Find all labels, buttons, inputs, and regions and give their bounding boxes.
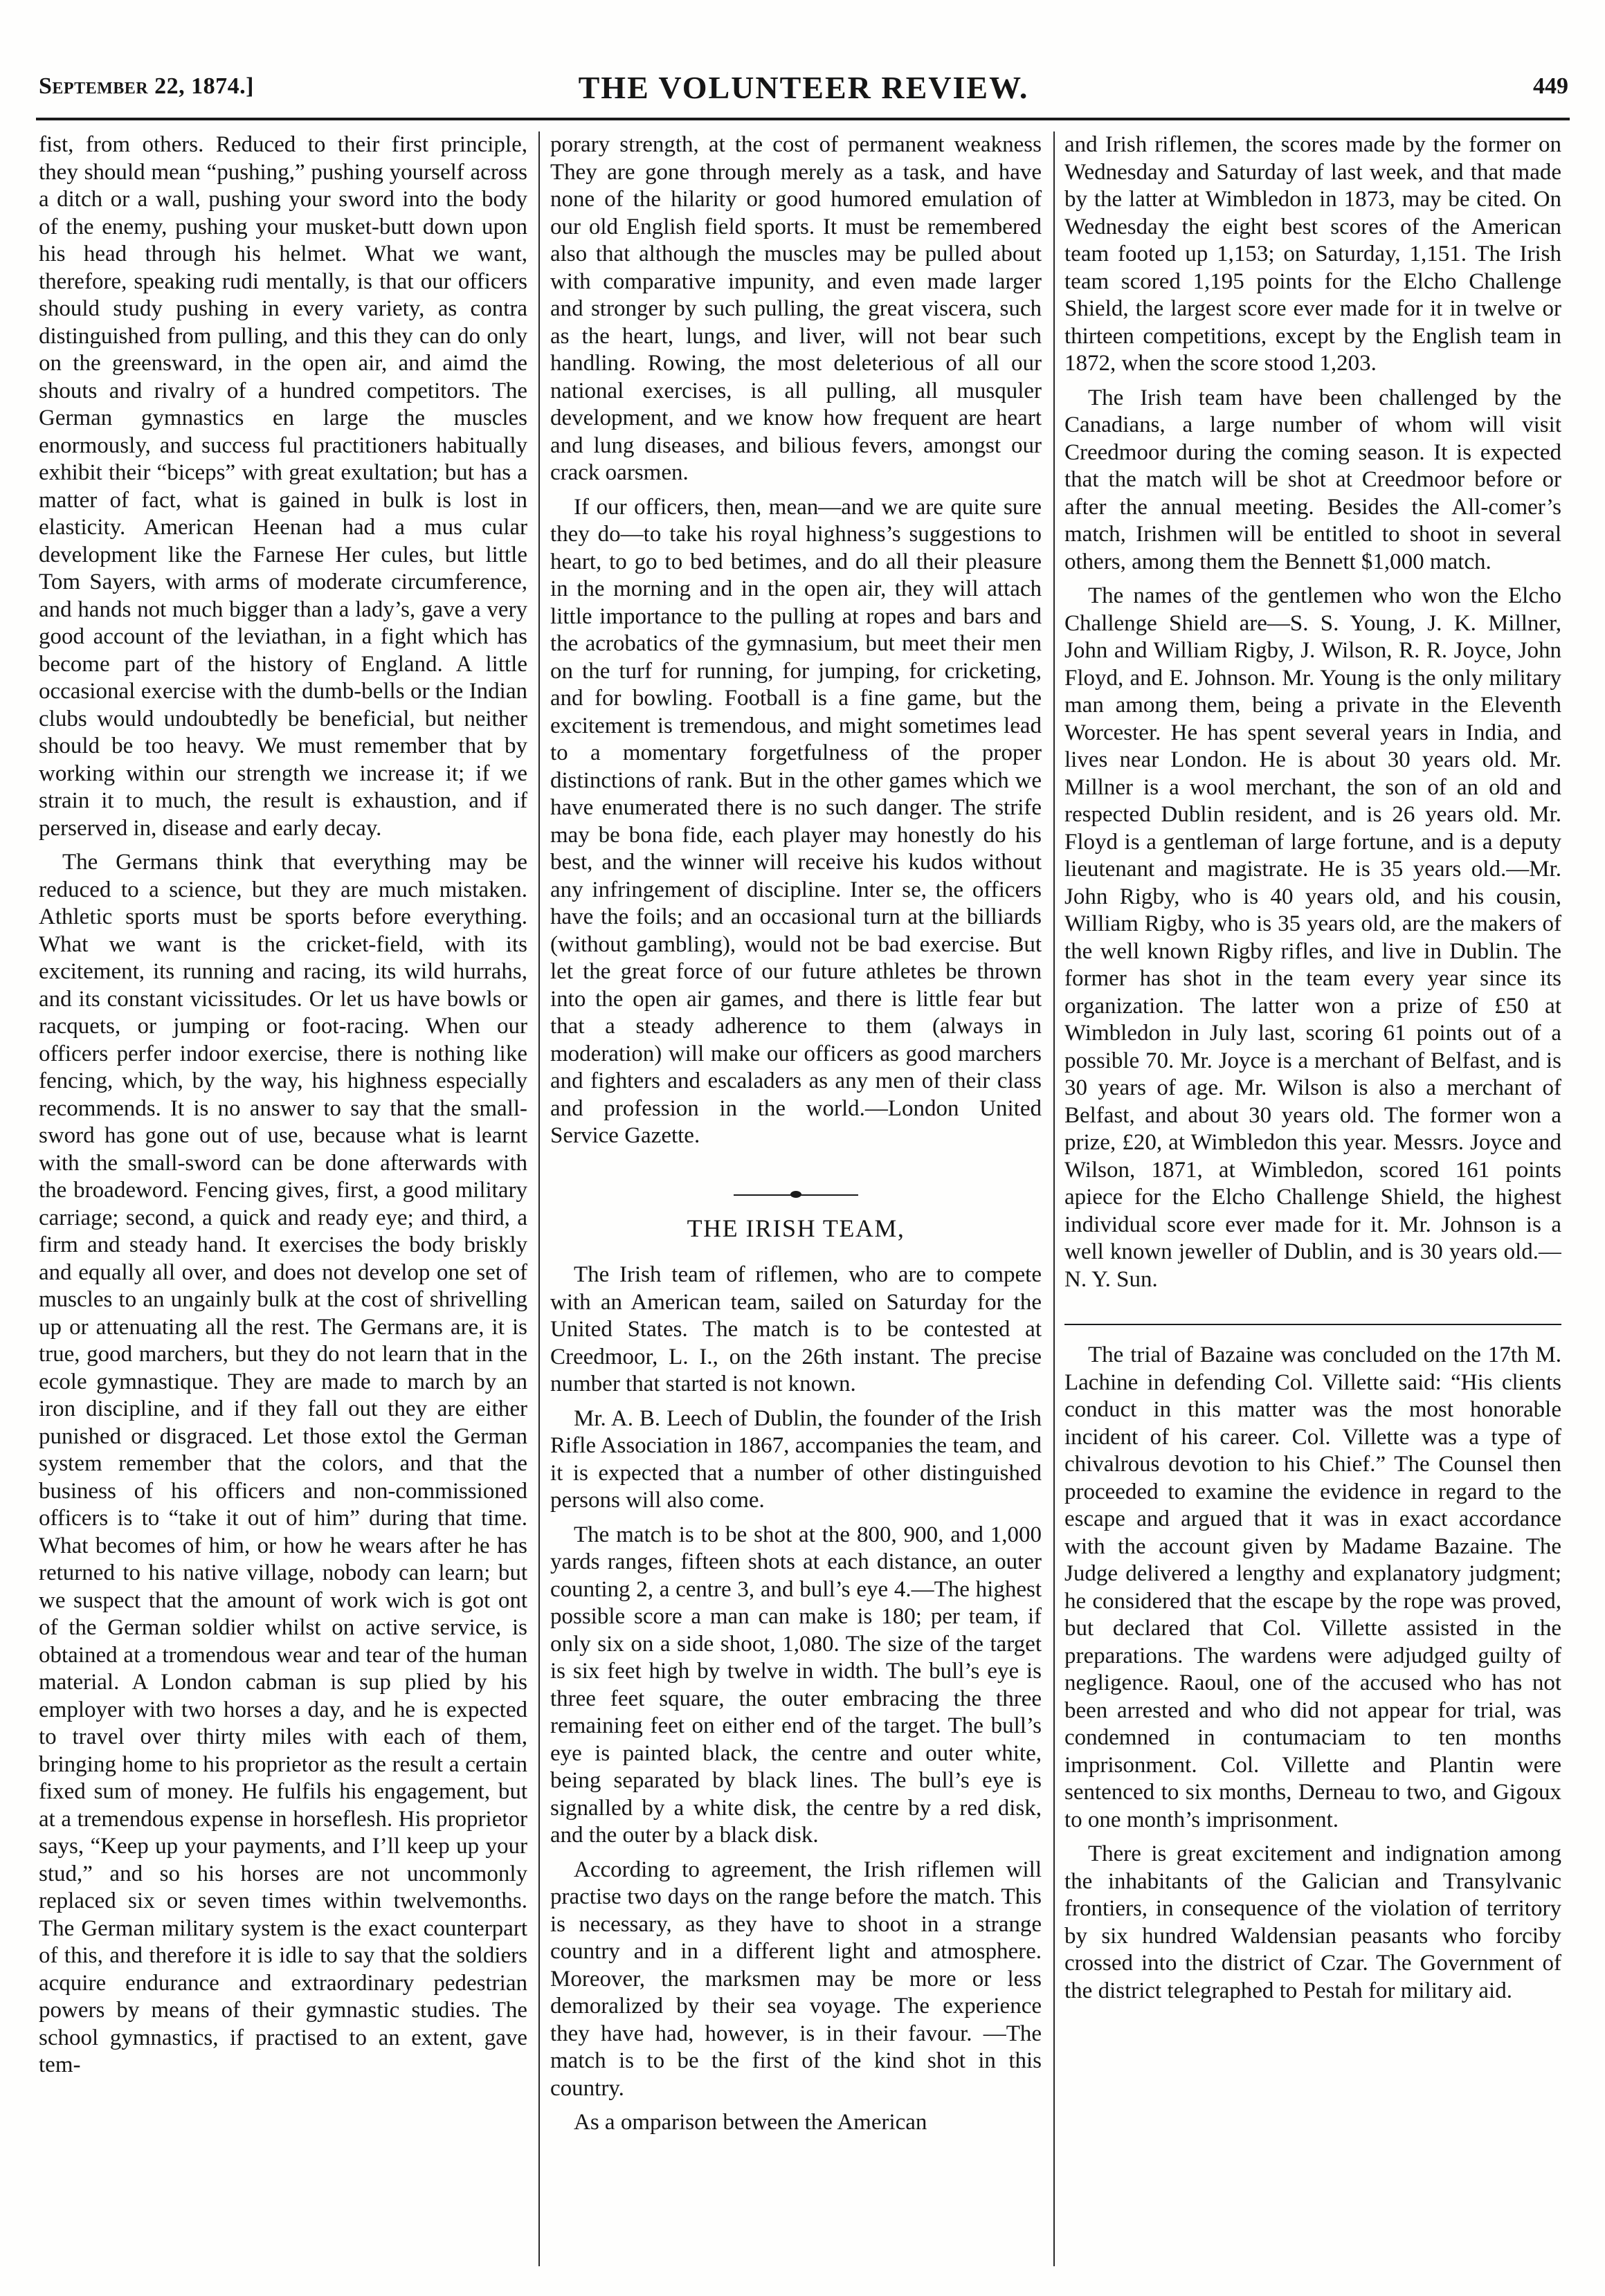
- column-3: [1064, 131, 1561, 2266]
- article-paragraph: The match is to be shot at the 800, 900, and 1,000 yards ranges, fifteen shots at each distance, an outer counting 2, a centre 3, and bull’s eye 4.—The highest possible score a man can make is 180; per team, if only six on a side shoot, 1,080. The size of the target is six feet high by twelve in width. The bull’s eye is three feet square, the outer embracing the three remaining feet on either end of the target. The bull’s eye is painted black, the centre and outer white, being separated by black lines. The bull’s eye is signalled by a white disk, the centre by a red disk, and the outer by a black disk.: [550, 1522, 1042, 1848]
- article-paragraph: The Irish team have been challenged by the Canadians, a large number of whom will visit Creedmoor during the coming season. It is expected that the match will be shot at Creedmoor before or after the annual meeting. Besides the All-comer’s match, Irishmen will be entitled to shoot in several others, among them the Bennett $1,000 match.: [1064, 385, 1561, 574]
- article-paragraph: The Irish team of riflemen, who are to compete with an American team, sailed on Saturday for the United States. The match is to be contested at Creedmoor, L. I., on the 26th instant. The precise number that started is not known.: [550, 1262, 1042, 1396]
- masthead-rule: [36, 118, 1570, 120]
- section-heading: [550, 1192, 1042, 1244]
- column-2: [550, 131, 1042, 2266]
- heading-ornament: [734, 1192, 858, 1199]
- article-paragraph: The trial of Bazaine was concluded on the 17th M. Lachine in defending Col. Villette said: “His clients conduct in this matter was the most honorable incident of his career. Col. Villette was a type of chivalrous devotion to his Chief.” The Counsel then proceeded to examine the evidence in regard to the escape and argued that it was in exact accordance with the account given by Madame Bazaine. The Judge delivered a lengthy and explanatory judgment; he considered that the escape by the rope was proved, but declared that Col. Villette assisted in the preparations. The wardens were adjudged guilty of negligence. Raoul, one of the accused who has not been arrested and who did not appear for trial, was condemned in contumaciam to ten months imprisonment. Col. Villette and Plantin were sentenced to six months, Derneau to two, and Gigoux to one month’s imprisonment.: [1064, 1342, 1561, 1832]
- article-paragraph: and Irish riflemen, the scores made by the former on Wednesday and Saturday of last week, and that made by the latter at Wimbledon in 1873, may be cited. On Wednesday the eight best scores of the American team footed up 1,153; on Saturday, 1,151. The Irish team scored 1,195 points for the Elcho Challenge Shield, the largest score ever made for it in twelve or thirteen competitions, except by the English team in 1872, when the score stood 1,203.: [1064, 132, 1561, 376]
- column-divider: [538, 131, 540, 2266]
- page-number: 449: [1533, 73, 1568, 99]
- masthead: [39, 68, 1568, 112]
- issue-date: September 22, 1874.]: [39, 73, 254, 99]
- section-title: THE IRISH TEAM,: [687, 1214, 905, 1242]
- article-paragraph: If our officers, then, mean—and we are quite sure they do—to take his royal highness’s suggestions to heart, to go to bed betimes, and do all their pleasure in the morning and in the open air, they will attach little importance to the pulling at ropes and bars and the acrobatics of the gymnasium, but meet their men on the turf for running, for jumping, for cricketing, and for bowling. Football is a fine game, but the excitement is tremendous, and might sometimes lead to a momentary forgetfulness of the proper distinctions of rank. But in the other games which we have enumerated there is no such danger. The strife may be bona fide, each player may honestly do his best, and the winner will receive his kudos without any infringement of discipline. Inter se, the officers have the foils; and an occasional turn at the billiards (without gambling), would not be bad exercise. But let the great force of our future athletes be thrown into the open air games, and there is little fear but that a steady adherence to them (always in moderation) will make our officers as good marchers and fighters and escaladers as any men of their class and profession in the world.—London United Service Gazette.: [550, 494, 1042, 1148]
- article-paragraph: The Germans think that everything may be reduced to a science, but they are much mistaken. Athletic sports must be sports before everything. What we want is the cricket-field, with its excitement, its running and racing, its wild hurrahs, and its constant vicissitudes. Or let us have bowls or racquets, or jumping or foot-racing. When our officers perfer indoor exercise, there is nothing like fencing, which, by the way, his highness especially recommends. It is no answer to say that the small-sword has gone out of use, because what is learnt with the small-sword can be done afterwards with the broadeword. Fencing gives, first, a good military carriage; second, a quick and ready eye; and third, a firm and steady hand. It exercises the body briskly and equally all over, and does not develop one set of muscles to an ungainly bulk at the cost of shrivelling up or attenuating all the rest. The Germans are, it is true, good marchers, but they do not learn that in the ecole gymnastique. They are made to march by an iron discipline, and if they fall out they are either punished or disgraced. Let those extol the German system remember that the colors, and that the business of his officers and non-commissioned officers is to “take it out of him” during that time. What becomes of him, or how he wears after he has returned to his native village, nobody can learn; but we suspect that the amount of work wich is got ont of the German soldier whilst on active service, is obtained at a tromendous wear and tear of the human material. A London cabman is sup plied by his employer with two horses a day, and he is expected to travel over thirty miles with each of them, bringing home to his proprietor as the result a certain fixed sum of money. He fulfils his engagement, but at a tremendous expense in horseflesh. His proprietor says, “Keep up your payments, and I’ll keep up your stud,” and so his horses are not uncommonly replaced six or seven times within twelvemonths. The German military system is the exact counterpart of this, and therefore it is idle to say that the soldiers acquire endurance and extraordinary pedestrian powers by means of their gymnastic studies. The school gymnastics, if practised to an extent, gave tem-: [39, 850, 527, 2077]
- article-paragraph: According to agreement, the Irish riflemen will practise two days on the range before the match. This is necessary, as they have to shoot in a strange country and in a different light and atmosphere. Moreover, the marksmen may be more or less demoralized by their sea voyage. The experience they have had, however, is in their favour. —The match is to be the first of the kind shot in this country.: [550, 1857, 1042, 2101]
- column-1: [39, 131, 527, 2266]
- article-paragraph: As a omparison between the American: [574, 2110, 927, 2135]
- article-paragraph: Mr. A. B. Leech of Dublin, the founder of the Irish Rifle Association in 1867, accompanies the team, and it is expected that a number of other distinguished persons will also come.: [550, 1405, 1042, 1513]
- newspaper-title: THE VOLUNTEER REVIEW.: [578, 70, 1029, 105]
- article-paragraph: There is great excitement and indignation among the inhabitants of the Galician and Transylvanic frontiers, in consequence of the violation of territory by six hundred Waldensian peasants who forciby crossed into the district of Czar. The Government of the district telegraphed to Pestah for military aid.: [1064, 1841, 1561, 2003]
- section-divider: [1064, 1324, 1561, 1325]
- article-paragraph: porary strength, at the cost of permanent weakness They are gone through merely as a task, and have none of the hilarity or good humored emulation of our old English field sports. It must be remembered also that although the muscles may be pulled about with comparative impunity, and even made larger and stronger by such pulling, the great viscera, such as the heart, lungs, and liver, will not bear such handling. Rowing, the most deleterious of all our national exercises, is all pulling, all musquler development, and we know how frequent are heart and lung diseases, and bilious fevers, amongst our crack oarsmen.: [550, 132, 1042, 485]
- column-divider: [1053, 131, 1055, 2266]
- article-paragraph: fist, from others. Reduced to their first principle, they should mean “pushing,” pushing yourself across a ditch or a wall, pushing your sword into the body of the enemy, pushing your musket-butt down upon his head through his helmet. What we want, therefore, speaking rudi mentally, is that our officers should study pushing in every variety, as contra distinguished from pulling, and this they can do only on the greensward, in the open air, and aimd the shouts and rivalry of a hundred competitors. The German gymnastics en large the muscles enormously, and success ful practitioners habitually exhibit their “biceps” with great exultation; but has a matter of fact, what is gained in bulk is lost in elasticity. American Heenan had a mus cular development like the Farnese Her cules, but little Tom Sayers, with arms of moderate circumference, and hands not much bigger than a lady’s, gave a very good account of the leviathan, in a fight which has become part of the history of England. A little occasional exercise with the dumb-bells or the Indian clubs would undoubtedly be beneficial, but neither should be too heavy. We must remember that by working within our strength we increase it; if we strain it to much, the result is exhaustion, and if perserved in, disease and early decay.: [39, 132, 527, 841]
- article-paragraph: The names of the gentlemen who won the Elcho Challenge Shield are—S. S. Young, J. K. Millner, John and William Rigby, J. Wilson, R. R. Joyce, John Floyd, and E. Johnson. Mr. Young is the only military man among them, being a private in the Eleventh Worcester. He has spent several years in India, and lives near London. He is about 30 years old. Mr. Millner is a wool merchant, the son of an old and respected Dublin resident, and is 26 years old. Mr. Floyd is a gentleman of large fortune, and is a deputy lieutenant and magistrate. He is 35 years old.—Mr. John Rigby, who is 40 years old, and his cousin, William Rigby, who is 35 years old, are the makers of the well known Rigby rifles, and live in Dublin. The former has shot in the team every year since its organization. The latter won a prize of £50 at Wimbledon in July last, scoring 61 points out of a possible 70. Mr. Joyce is a merchant of Belfast, and is 30 years of age. Mr. Wilson is also a merchant of Belfast, and about 30 years old. The former won a prize, £20, at Wimbledon this year. Messrs. Joyce and Wilson, 1871, at Wimbledon, scored 161 points apiece for the Elcho Challenge Shield, the highest individual score ever made for it. Mr. Johnson is a well known jeweller of Dublin, and is 30 years old.—N. Y. Sun.: [1064, 583, 1561, 1292]
